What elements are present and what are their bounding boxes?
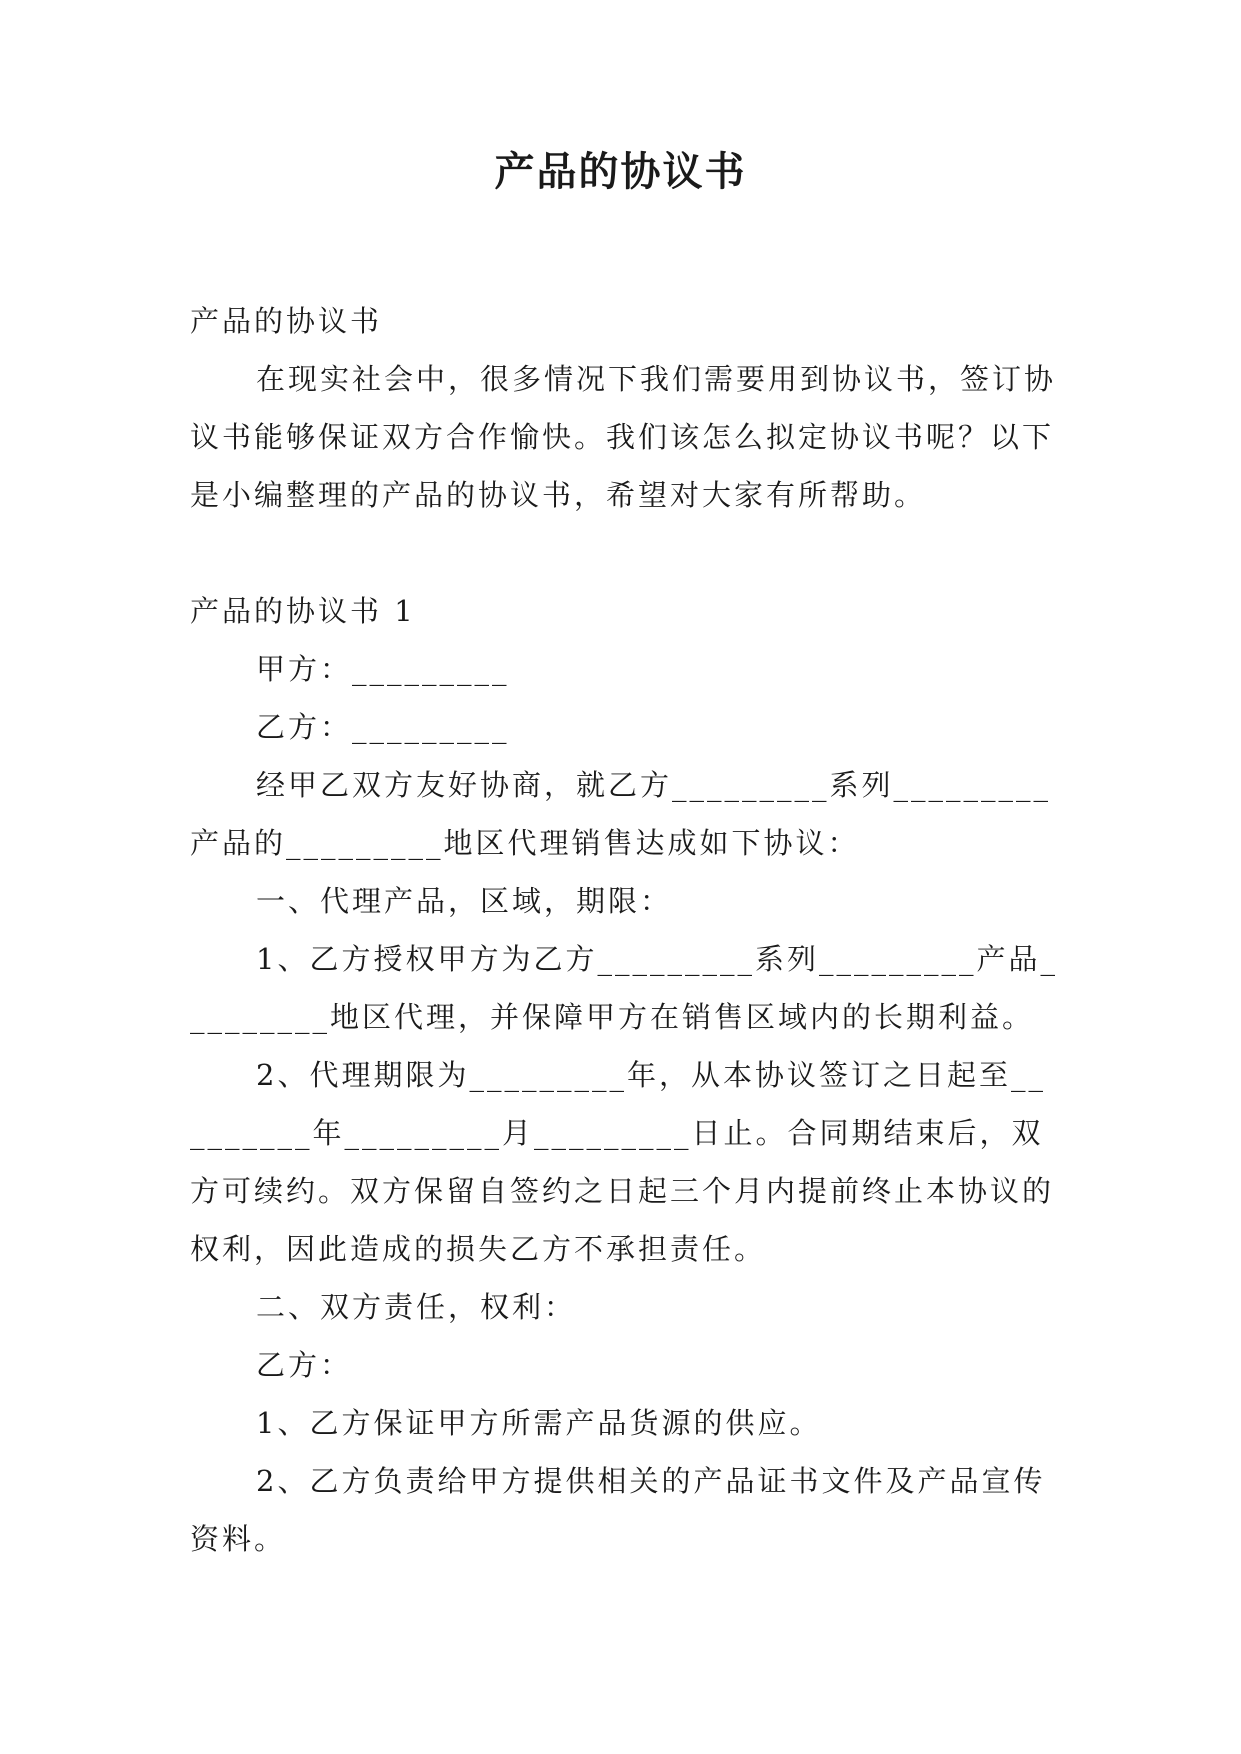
document-body — [190, 292, 1060, 1568]
intro-paragraph: 在现实社会中，很多情况下我们需要用到协议书，签订协议书能够保证双方合作愉快。我们该怎么拟定协议书呢？以下是小编整理的产品的协议书，希望对大家有所帮助。 — [190, 362, 1057, 512]
party-b-item-2: 2、乙方负责给甲方提供相关的产品证书文件及产品宣传资料。 — [190, 1464, 1046, 1556]
document-subtitle: 产品的协议书 — [190, 304, 383, 338]
preamble-paragraph: 经甲乙双方友好协商，就乙方_________系列_________产品的_________地区代理销售达成如下协议： — [190, 768, 1052, 860]
party-a-line: 甲方：_________ — [256, 652, 510, 686]
article-1-item-2: 2、代理期限为_________年，从本协议签订之日起至_________年_________月_________日止。合同期结束后，双方可续约。双方保留自签约之日起三个月内提前终止本协议的权利，因此造成的损失乙方不承担责任。 — [190, 1058, 1055, 1266]
article-1-item-1: 1、乙方授权甲方为乙方_________系列_________产品_________地区代理，并保障甲方在销售区域内的长期利益。 — [190, 942, 1058, 1034]
section-heading: 产品的协议书 1 — [190, 594, 416, 628]
party-b-line: 乙方：_________ — [256, 710, 510, 744]
paragraph-spacer — [190, 524, 1060, 582]
document-title: 产品的协议书 — [494, 148, 747, 195]
article-1-heading: 一、代理产品，区域，期限： — [256, 884, 673, 918]
party-b-heading: 乙方： — [256, 1348, 353, 1382]
article-2-heading: 二、双方责任，权利： — [256, 1290, 577, 1324]
party-b-item-1: 1、乙方保证甲方所需产品货源的供应。 — [256, 1406, 822, 1440]
